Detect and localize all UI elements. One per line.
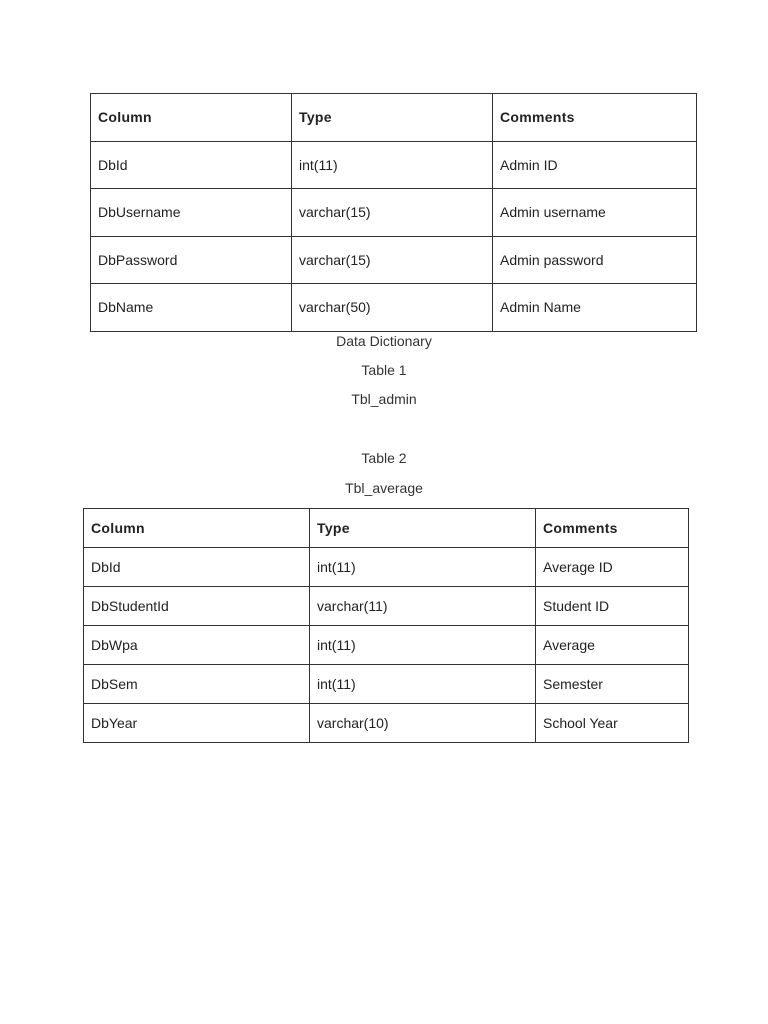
- data-dictionary-caption: Data Dictionary: [336, 333, 432, 349]
- comments-cell: Average ID: [536, 548, 689, 587]
- type-cell: int(11): [292, 141, 493, 189]
- table-header-row: [91, 94, 697, 142]
- comments-cell: Admin Name: [493, 284, 697, 332]
- type-cell: varchar(50): [292, 284, 493, 332]
- type-cell: varchar(15): [292, 236, 493, 284]
- table1-label: Table 1: [361, 362, 407, 378]
- comments-cell: Admin ID: [493, 141, 697, 189]
- comments-cell: Average: [536, 626, 689, 665]
- column-cell: DbSem: [84, 665, 310, 704]
- table-row: [84, 704, 689, 743]
- table-row: [91, 189, 697, 237]
- column-cell: DbWpa: [84, 626, 310, 665]
- type-cell: int(11): [310, 665, 536, 704]
- table-row: [91, 236, 697, 284]
- type-cell: varchar(11): [310, 587, 536, 626]
- type-cell: int(11): [310, 548, 536, 587]
- type-cell: varchar(10): [310, 704, 536, 743]
- table-row: [84, 587, 689, 626]
- type-header: Type: [310, 509, 536, 548]
- column-cell: DbName: [91, 284, 292, 332]
- column-cell: DbStudentId: [84, 587, 310, 626]
- column-cell: DbId: [91, 141, 292, 189]
- tbl-average-table: [83, 508, 689, 743]
- comments-header: Comments: [536, 509, 689, 548]
- table-header-row: [84, 509, 689, 548]
- comments-cell: Semester: [536, 665, 689, 704]
- column-cell: DbPassword: [91, 236, 292, 284]
- column-cell: DbId: [84, 548, 310, 587]
- tbl-admin-table: [90, 93, 697, 332]
- table2-label: Table 2: [361, 450, 407, 466]
- table1-name: Tbl_admin: [351, 391, 417, 407]
- table-row: [84, 548, 689, 587]
- type-cell: int(11): [310, 626, 536, 665]
- column-cell: DbYear: [84, 704, 310, 743]
- comments-cell: Student ID: [536, 587, 689, 626]
- comments-cell: Admin password: [493, 236, 697, 284]
- column-header: Column: [84, 509, 310, 548]
- comments-header: Comments: [493, 94, 697, 142]
- comments-cell: School Year: [536, 704, 689, 743]
- comments-cell: Admin username: [493, 189, 697, 237]
- column-header: Column: [91, 94, 292, 142]
- type-cell: varchar(15): [292, 189, 493, 237]
- table-row: [84, 626, 689, 665]
- table-row: [91, 141, 697, 189]
- type-header: Type: [292, 94, 493, 142]
- table2-name: Tbl_average: [345, 480, 423, 496]
- table-row: [84, 665, 689, 704]
- table-row: [91, 284, 697, 332]
- column-cell: DbUsername: [91, 189, 292, 237]
